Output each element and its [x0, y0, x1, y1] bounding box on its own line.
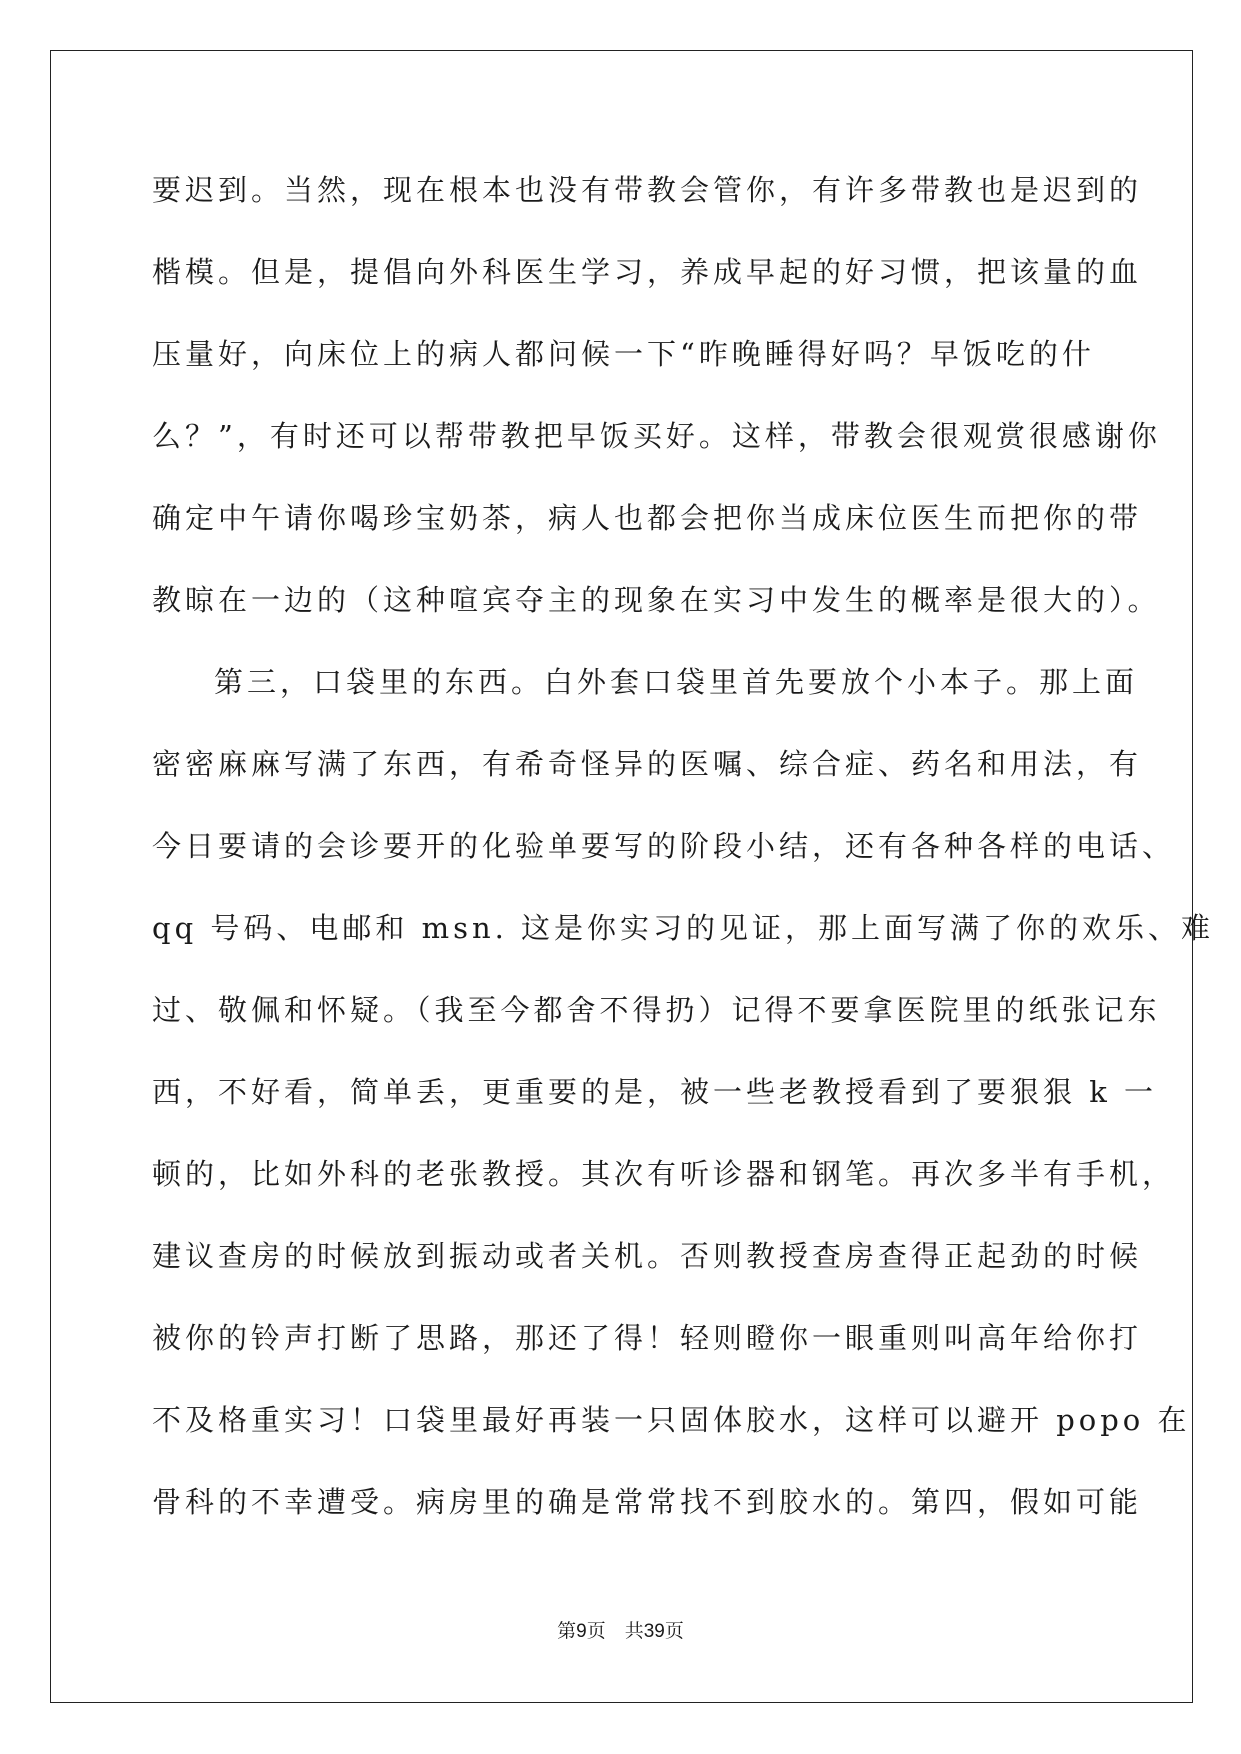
text-line: 过、敬佩和怀疑。（我至今都舍不得扔）记得不要拿医院里的纸张记东 [152, 993, 1161, 1027]
page-footer [0, 1616, 1241, 1643]
page-prefix: 第 [557, 1621, 577, 1642]
text-line: 骨科的不幸遭受。病房里的确是常常找不到胶水的。第四，假如可能 [152, 1485, 1143, 1519]
total-suffix: 页 [664, 1621, 684, 1642]
text-line: qq 号码、电邮和 msn. 这是你实习的见证，那上面写满了你的欢乐、难 [152, 911, 1215, 945]
text-line: 要迟到。当然，现在根本也没有带教会管你，有许多带教也是迟到的 [152, 173, 1143, 207]
text-line: 顿的，比如外科的老张教授。其次有听诊器和钢笔。再次多半有手机， [152, 1157, 1176, 1191]
text-line: 今日要请的会诊要开的化验单要写的阶段小结，还有各种各样的电话、 [152, 829, 1176, 863]
body-text [152, 160, 1215, 1554]
text-line: 密密麻麻写满了东西，有希奇怪异的医嘱、综合症、药名和用法，有 [152, 747, 1143, 781]
total-pages: 39 [643, 1621, 665, 1642]
text-line: 西，不好看，简单丢，更重要的是，被一些老教授看到了要狠狠 k 一 [152, 1075, 1158, 1109]
text-line: 楷模。但是，提倡向外科医生学习，养成早起的好习惯，把该量的血 [152, 255, 1143, 289]
text-line: 建议查房的时候放到振动或者关机。否则教授查房查得正起劲的时候 [152, 1239, 1143, 1273]
text-line: 被你的铃声打断了思路，那还了得！轻则瞪你一眼重则叫高年给你打 [152, 1321, 1143, 1355]
page-number: 9 [576, 1621, 587, 1642]
text-line: 压量好，向床位上的病人都问候一下“昨晚睡得好吗？早饭吃的什 [152, 337, 1095, 371]
text-line-paragraph-start: 第三，口袋里的东西。白外套口袋里首先要放个小本子。那上面 [214, 665, 1139, 699]
text-line: 不及格重实习！口袋里最好再装一只固体胶水，这样可以避开 popo 在 [152, 1403, 1191, 1437]
text-line: 么？”，有时还可以帮带教把早饭买好。这样，带教会很观赏很感谢你 [152, 419, 1161, 453]
total-prefix: 共 [624, 1621, 644, 1642]
text-line: 教晾在一边的（这种喧宾夺主的现象在实习中发生的概率是很大的）。 [152, 583, 1161, 617]
text-line: 确定中午请你喝珍宝奶茶，病人也都会把你当成床位医生而把你的带 [152, 501, 1143, 535]
page-suffix: 页 [586, 1621, 606, 1642]
